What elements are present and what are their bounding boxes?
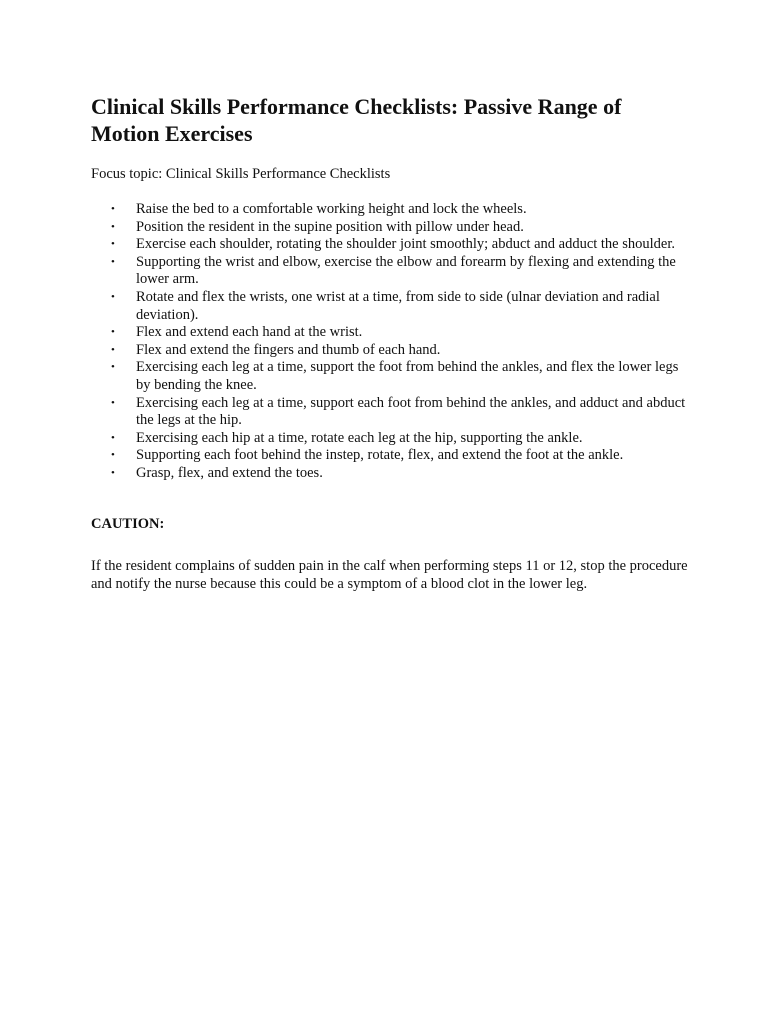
list-item — [91, 324, 691, 342]
list-item — [91, 430, 691, 448]
list-item — [91, 395, 691, 430]
step-text: Rotate and flex the wrists, one wrist at a time, from side to side (ulnar deviation and radial deviation). — [136, 288, 660, 323]
list-item — [91, 254, 691, 289]
list-item — [91, 447, 691, 465]
caution-text: If the resident complains of sudden pain in the calf when performing steps 11 or 12, stop the procedure and notify the nurse because this could be a symptom of a blood clot in the lower leg. — [91, 558, 688, 592]
bullet-icon: • — [111, 449, 115, 462]
list-item — [91, 201, 691, 219]
document-title: Clinical Skills Performance Checklists: Passive Range of Motion Exercises — [91, 94, 622, 146]
step-text: Position the resident in the supine position with pillow under head. — [136, 218, 524, 235]
bullet-icon: • — [111, 361, 115, 374]
bullet-icon: • — [111, 220, 115, 233]
document-page — [91, 93, 691, 592]
bullet-icon: • — [111, 431, 115, 444]
list-item — [91, 342, 691, 360]
bullet-icon: • — [111, 255, 115, 268]
caution-heading: CAUTION: — [91, 516, 165, 532]
step-text: Raise the bed to a comfortable working height and lock the wheels. — [136, 201, 527, 217]
bullet-icon: • — [111, 466, 115, 479]
list-item — [91, 289, 691, 324]
bullet-icon: • — [111, 343, 115, 356]
step-text: Exercising each hip at a time, rotate each leg at the hip, supporting the ankle. — [136, 429, 583, 446]
list-item — [91, 465, 691, 483]
bullet-icon: • — [111, 290, 115, 303]
step-text: Supporting each foot behind the instep, rotate, flex, and extend the foot at the ankle. — [136, 447, 624, 464]
step-text: Grasp, flex, and extend the toes. — [136, 464, 323, 481]
bullet-icon: • — [111, 238, 115, 251]
step-text: Supporting the wrist and elbow, exercise the elbow and forearm by flexing and extending the lower arm. — [136, 253, 676, 288]
bullet-icon: • — [111, 396, 115, 409]
bullet-icon: • — [111, 203, 115, 215]
list-item — [91, 219, 691, 237]
step-text: Flex and extend the fingers and thumb of each hand. — [136, 341, 441, 358]
focus-topic: Focus topic: Clinical Skills Performance Checklists — [91, 166, 391, 182]
steps-list — [91, 201, 691, 483]
bullet-icon: • — [111, 326, 115, 339]
step-text: Exercise each shoulder, rotating the shoulder joint smoothly; abduct and adduct the shoulder. — [136, 236, 676, 253]
step-text: Exercising each leg at a time, support each foot from behind the ankles, and adduct and abduct the legs at the hip. — [136, 394, 686, 429]
step-text: Flex and extend each hand at the wrist. — [136, 324, 363, 341]
step-text: Exercising each leg at a time, support the foot from behind the ankles, and flex the lower legs by bending the knee. — [136, 359, 679, 393]
list-item — [91, 359, 691, 394]
list-item — [91, 236, 691, 254]
